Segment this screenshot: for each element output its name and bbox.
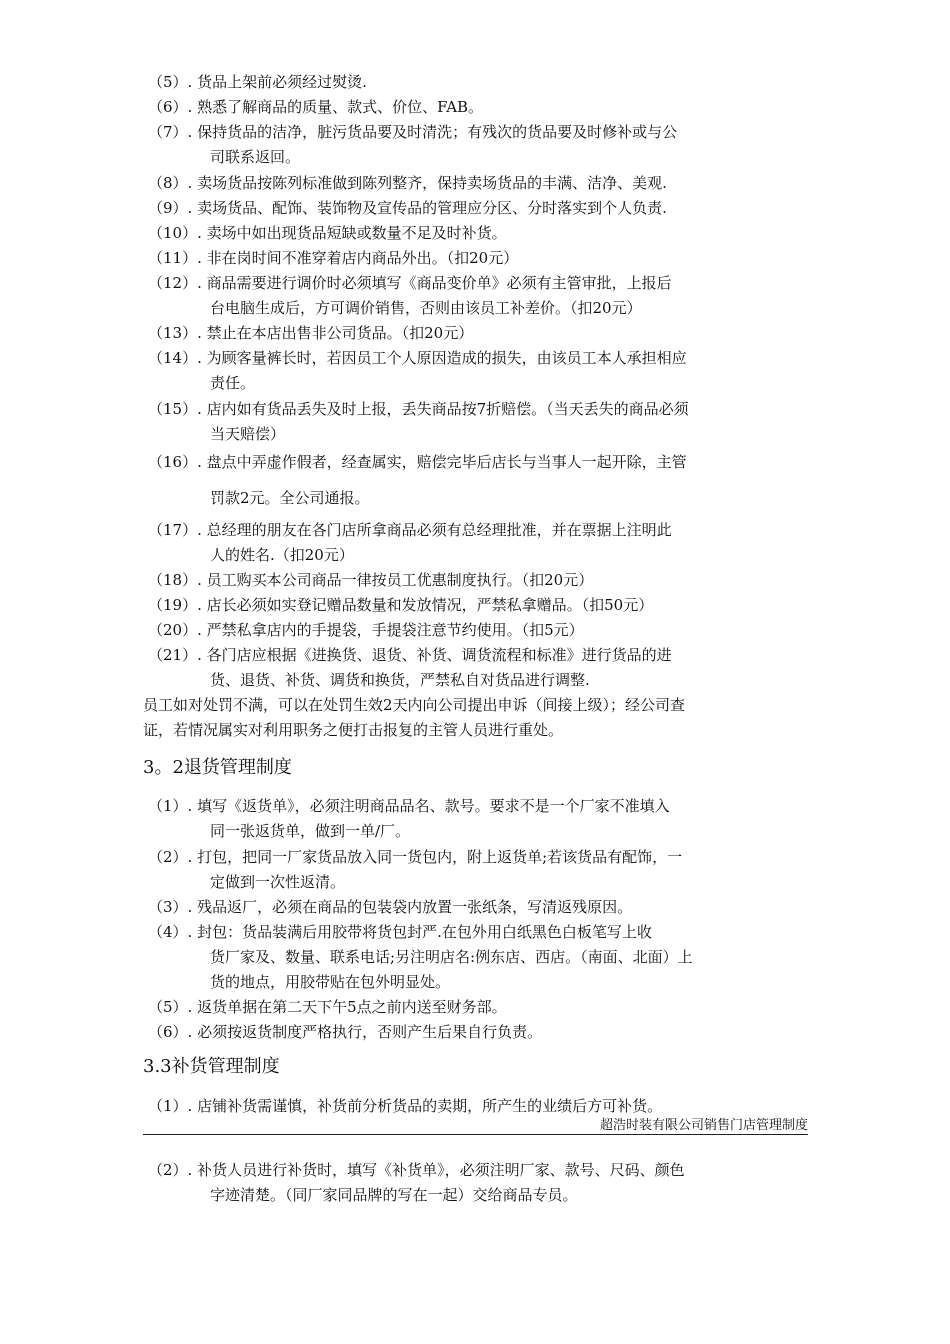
rule-item [148,995,820,1020]
rule-item [148,221,820,246]
paragraph-line: 证，若情况属实对利用职务之便打击报复的主管人员进行重处。 [143,721,564,739]
item-number: （21） [148,646,198,664]
item-text: . 熟悉了解商品的质量、款式、价位、FAB。 [187,98,484,116]
item-number: （6） [148,1023,188,1041]
item-text: . 为顾客量裤长时，若因员工个人原因造成的损失，由该员工本人承担相应 [197,349,687,367]
item-text-continued: 罚款2元。全公司通报。 [210,489,370,507]
item-number: （6） [148,98,188,116]
item-text-continued: 定做到一次性返清。 [210,873,346,891]
item-text: . 商品需要进行调价时必须填写《商品变价单》必须有主管审批，上报后 [197,274,672,292]
item-number: （14） [148,349,198,367]
item-text: . 禁止在本店出售非公司货品。（扣20元） [197,324,474,342]
rule-item [148,95,820,120]
item-number: （15） [148,400,198,418]
item-number: （2） [148,1161,188,1179]
rule-item [148,70,820,95]
rule-item [148,321,820,346]
item-text: . 填写《返货单》，必须注明商品品名、款号。要求不是一个厂家不准填入 [187,797,670,815]
item-number: （4） [148,923,188,941]
item-number: （12） [148,274,198,292]
item-text-continued: 人的姓名.（扣20元） [210,546,354,564]
item-text: . 保持货品的洁净，脏污货品要及时清洗；有残次的货品要及时修补或与公 [187,123,678,141]
item-number: （17） [148,521,198,539]
item-text-continued: 货的地点，用胶带贴在包外明显处。 [210,973,451,991]
item-text-continued: 字迹清楚。（同厂家同品牌的写在一起）交给商品专员。 [210,1186,578,1204]
rule-item [148,794,820,844]
item-text: . 卖场货品、配饰、装饰物及宣传品的管理应分区、分时落实到个人负责. [187,199,667,217]
item-text: . 残品返厂，必须在商品的包装袋内放置一张纸条，写清返残原因。 [187,898,633,916]
item-text: . 补货人员进行补货时，填写《补货单》，必须注明厂家、款号、尺码、颜色 [187,1161,685,1179]
rule-item [148,246,820,271]
item-text: . 盘点中弄虚作假者，经查属实，赔偿完毕后店长与当事人一起开除，主管 [197,453,687,471]
rule-item [148,618,820,643]
item-text: . 店长必须如实登记赠品数量和发放情况，严禁私拿赠品。（扣50元） [197,596,654,614]
rule-item [148,120,820,170]
rule-item [148,1020,820,1045]
rule-item [148,920,820,995]
item-number: （16） [148,453,198,471]
item-text-continued: 当天赔偿） [210,425,286,443]
item-text: . 店内如有货品丢失及时上报，丢失商品按7折赔偿。（当天丢失的商品必须 [197,400,689,418]
item-number: （19） [148,596,198,614]
item-text: . 打包，把同一厂家货品放入同一货包内，附上返货单;若该货品有配饰，一 [187,848,683,866]
rule-item [148,450,820,511]
item-text-continued: 货、退货、补货、调货和换货，严禁私自对货品进行调整. [210,671,590,689]
item-text: . 店铺补货需谨慎，补货前分析货品的卖期，所产生的业绩后方可补货。 [187,1097,663,1115]
rule-item [148,895,820,920]
item-number: （3） [148,898,188,916]
item-number: （2） [148,848,188,866]
appeal-paragraph [143,693,823,743]
rule-item [148,643,820,693]
rule-item [148,397,820,447]
item-number: （1） [148,1097,188,1115]
item-text: . 卖场中如出现货品短缺或数量不足及时补货。 [197,224,507,242]
section-heading-return: 3。2退货管理制度 [143,757,292,778]
item-text-continued: 责任。 [210,374,256,392]
rule-item [148,845,820,895]
item-text: . 必须按返货制度严格执行，否则产生后果自行负责。 [187,1023,543,1041]
item-text: . 卖场货品按陈列标准做到陈列整齐，保持卖场货品的丰满、洁净、美观. [187,174,667,192]
rule-item [148,196,820,221]
item-number: （8） [148,174,188,192]
item-number: （5） [148,998,188,1016]
paragraph-line: 员工如对处罚不满，可以在处罚生效2天内向公司提出申诉（间接上级）；经公司查 [143,696,686,714]
rule-item [148,346,820,396]
rule-item [148,593,820,618]
section-heading-restock: 3.3补货管理制度 [143,1056,280,1077]
rule-item [148,568,820,593]
item-text: . 总经理的朋友在各门店所拿商品必须有总经理批准，并在票据上注明此 [197,521,672,539]
item-number: （1） [148,797,188,815]
rule-item [148,171,820,196]
rule-item [148,518,820,568]
item-text-continued: 台电脑生成后，方可调价销售，否则由该员工补差价。（扣20元） [210,299,642,317]
item-number: （11） [148,249,198,267]
rule-item [148,271,820,321]
item-text: . 返货单据在第二天下午5点之前内送至财务部。 [187,998,507,1016]
item-text-continued: 同一张返货单，做到一单/厂。 [210,822,411,840]
item-text: . 严禁私拿店内的手提袋，手提袋注意节约使用。（扣5元） [197,621,584,639]
item-text-continued: 货厂家及、数量、联系电话;另注明店名:例东店、西店。（南面、北面）上 [210,948,693,966]
item-number: （13） [148,324,198,342]
item-text: . 货品上架前必须经过熨烫. [187,73,367,91]
item-text-continued: 司联系返回。 [210,148,301,166]
item-text: . 各门店应根据《进换货、退货、补货、调货流程和标准》进行货品的进 [197,646,672,664]
item-number: （10） [148,224,198,242]
rule-item [148,1158,820,1208]
item-number: （9） [148,199,188,217]
rule-item [148,1094,820,1119]
item-text: . 封包：货品装满后用胶带将货包封严.在包外用白纸黑色白板笔写上收 [187,923,652,941]
item-number: （18） [148,571,198,589]
footer-divider [143,1134,808,1135]
item-text: . 非在岗时间不准穿着店内商品外出。（扣20元） [197,249,519,267]
item-text: . 员工购买本公司商品一律按员工优惠制度执行。（扣20元） [197,571,594,589]
item-number: （5） [148,73,188,91]
item-number: （20） [148,621,198,639]
page-footer-title: 超浩时装有限公司销售门店管理制度 [599,1118,808,1133]
item-number: （7） [148,123,188,141]
